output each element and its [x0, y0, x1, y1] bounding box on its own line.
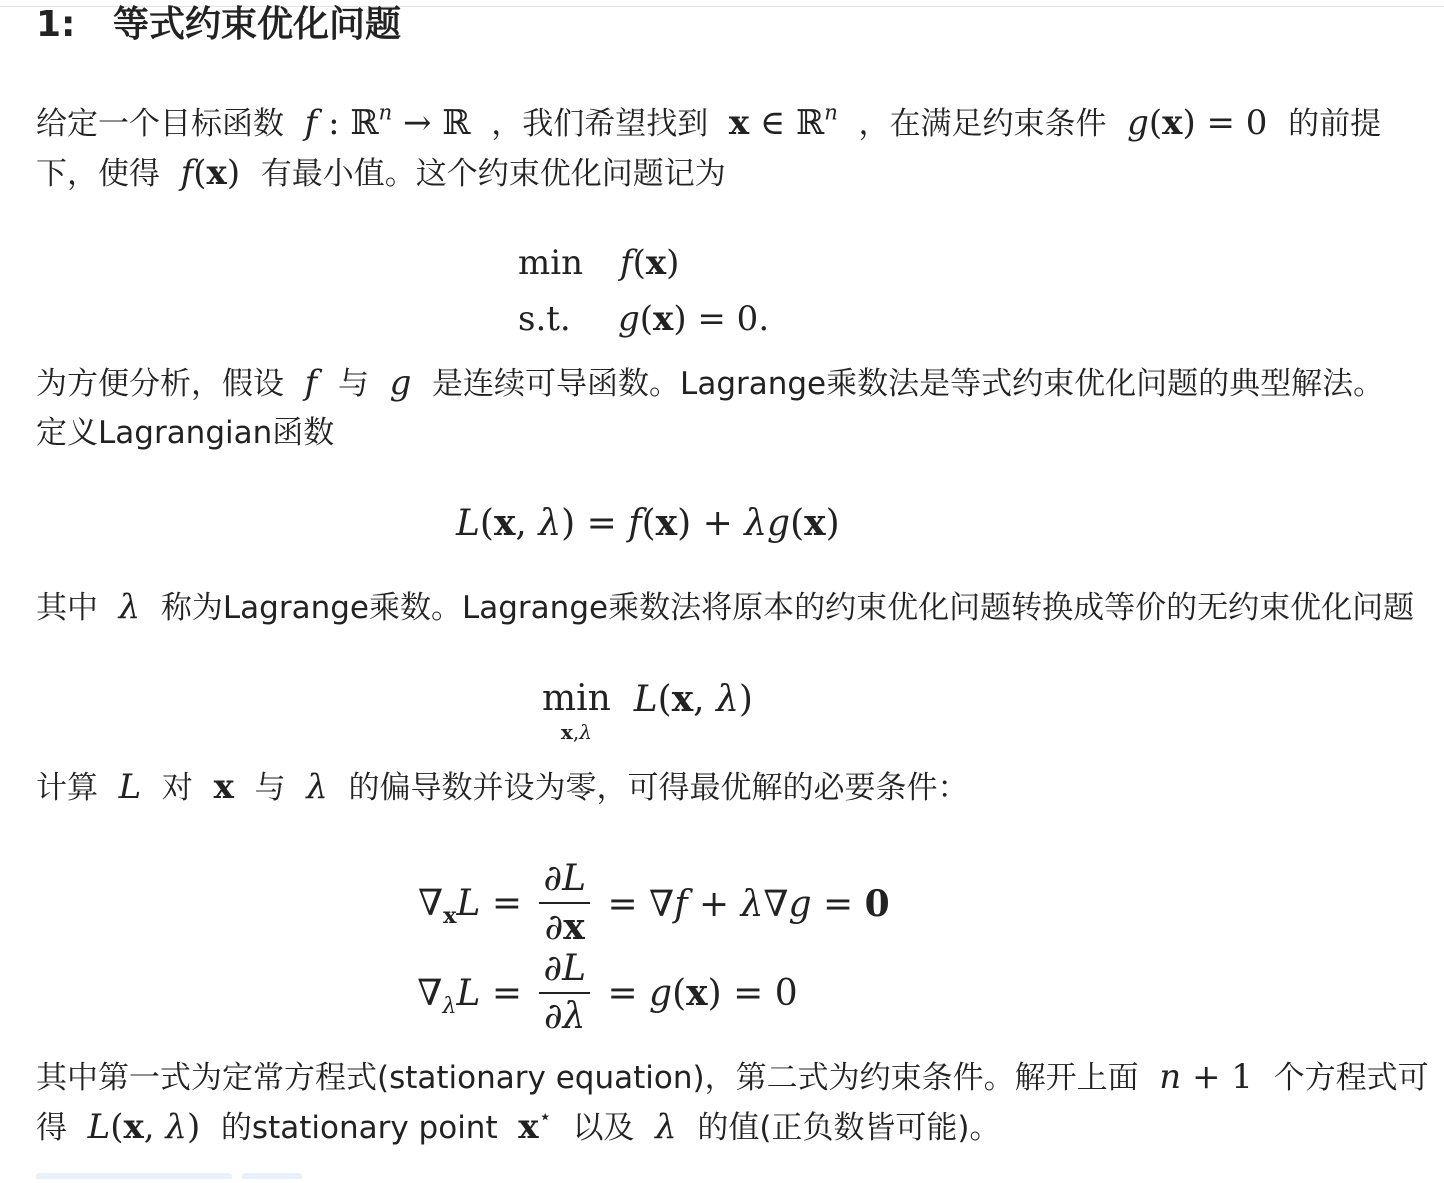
math-f: f [304, 363, 318, 403]
math-x-in-Rn: x ∈ ℝ$^n$ [728, 99, 838, 143]
math-lambda: λ [306, 767, 328, 807]
problem-objective: f(x) [620, 243, 680, 283]
math-x: x [213, 767, 234, 807]
para2-line1 [36, 358, 1384, 409]
text: 与 [337, 366, 369, 402]
text: 有最小值。这个约束优化问题记为 [260, 156, 726, 192]
text: 称为Lagrange乘数。Lagrange乘数法将原本的约束优化问题转换成等价的无约束优化问题 [160, 590, 1415, 626]
para1-line1 [36, 98, 1381, 149]
text: 定义Lagrangian函数 [36, 415, 335, 451]
problem-constraint: g(x) = 0. [618, 299, 770, 339]
math-L-x-lambda: L(x, λ) [87, 1107, 212, 1147]
bottom-tab[interactable] [36, 1173, 232, 1179]
problem-min-label: min [518, 243, 584, 283]
section-heading [36, 2, 401, 48]
para2-line2 [36, 408, 334, 458]
text: 下，使得 [36, 156, 160, 192]
unconstrained-min: min x,λ L(x, λ) [542, 678, 753, 744]
math-L: L [118, 767, 142, 807]
text: 为方便分析，假设 [36, 366, 284, 402]
bottom-tab[interactable] [242, 1173, 302, 1179]
text: 得 [36, 1110, 67, 1146]
text: 的值(正负数皆可能)。 [697, 1110, 1001, 1146]
math-g: g [389, 363, 412, 403]
lagrangian-equation: L(x, λ) = f(x) + λg(x) [456, 502, 840, 544]
math-fx: f(x) [180, 153, 251, 193]
text: 的stationary point [220, 1110, 498, 1146]
para5-line2 [36, 1102, 1001, 1153]
section-heading-text: 1: 等式约束优化问题 [36, 4, 402, 45]
gradient-lambda-equation: $\nabla_\lambda L$ = $\frac{\partial L}{\partial\lambda}$ = g(x) = 0 [417, 948, 798, 1037]
text: 个方程式可 [1273, 1060, 1429, 1096]
para3-line1 [36, 582, 1414, 633]
para1-line2 [36, 148, 726, 199]
text: 给定一个目标函数 [36, 106, 284, 142]
problem-st-label: s.t. [518, 299, 571, 339]
text: 以及 [572, 1110, 635, 1146]
text: 是连续可导函数。Lagrange乘数法是等式约束优化问题的典型解法。 [432, 366, 1385, 402]
para4-line1 [36, 762, 968, 813]
math-f-mapping: f : ℝ$^n$ → ℝ [304, 99, 482, 143]
gradient-x-equation: $\nabla_xL$ = $\frac{\partial L}{\partial x}$ = ∇f + λ∇g = 0 [418, 858, 890, 948]
text: 与 [254, 770, 286, 806]
text: 其中第一式为定常方程式(stationary equation)，第二式为约束条件。解开上面 [36, 1060, 1139, 1096]
text: ，在满足约束条件 [858, 106, 1107, 142]
math-lambda: λ [655, 1107, 677, 1147]
math-constraint: g(x) = 0 [1127, 103, 1279, 143]
text: 的偏导数并设为零，可得最优解的必要条件： [348, 770, 969, 806]
text: 对 [161, 770, 193, 806]
text: 计算 [36, 770, 98, 806]
bottom-tab-strip [36, 1164, 312, 1170]
text: 其中 [36, 590, 98, 626]
math-lambda: λ [118, 587, 141, 627]
text: 的前提 [1288, 106, 1382, 142]
para5-line1 [36, 1052, 1429, 1103]
math-x-star: x⋆ [518, 1103, 552, 1147]
text: ，我们希望找到 [491, 106, 709, 142]
math-n-plus-1: n + 1 [1159, 1057, 1264, 1097]
